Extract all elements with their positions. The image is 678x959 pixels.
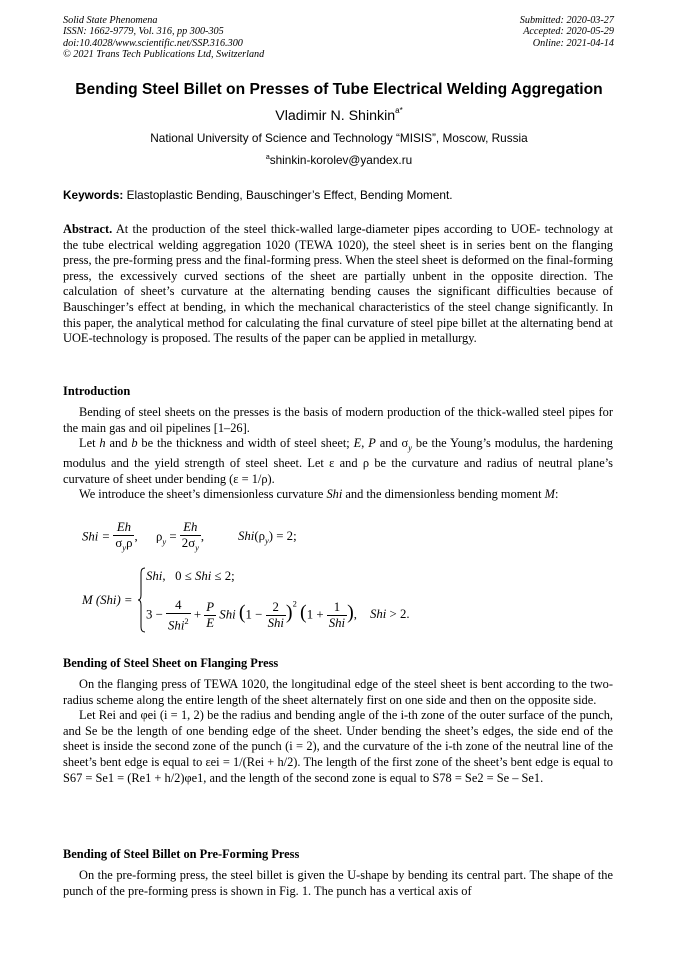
equation-shi-rho-y: $Shi(\rho_y) = 2$; xyxy=(238,529,297,546)
flanging-body xyxy=(63,677,613,786)
intro-paragraph-1: Bending of steel sheets on the presses is the basis of modern production of the thick-walled steel pipes for the main gas and oil pipelines [1–26]. xyxy=(63,405,613,435)
affiliation: National University of Science and Technology “MISIS”, Moscow, Russia xyxy=(150,131,528,145)
intro-paragraph-3: We introduce the sheet’s dimensionless curvature Shi and the dimensionless bending moment M: xyxy=(79,487,559,502)
equation-case-2-condition: Shi > 2. xyxy=(370,607,410,621)
issn-line: ISSN: 1662-9779, Vol. 316, pp 300-305 xyxy=(63,26,224,38)
section-heading-preforming: Bending of Steel Billet on Pre-Forming Press xyxy=(63,847,300,861)
journal-info xyxy=(63,15,264,61)
equation-rho-y: $\rho_y$ = $\frac{Eh}{2\sigma_y}$ , xyxy=(156,520,205,553)
flanging-paragraph-1: On the flanging press of TEWA 1020, the longitudinal edge of the steel sheet is bent according to the two-radius scheme along the entire length of the sheet alternately first on one side and then on the opposite side. xyxy=(63,677,613,707)
intro-paragraph-2: Let h and b be the thickness and width of steel sheet; E, P and $\sigma_y$ be the Young’s modulus, the hardening modulus and the yield strength of steel sheet. Let ε and ρ be the curvature and radius of neutral plane’s curvature of sheet under bending (ε = 1/ρ). xyxy=(63,436,614,486)
author-line xyxy=(0,106,678,124)
keywords-text: Elastoplastic Bending, Bauschinger’s Effect, Bending Moment. xyxy=(126,188,453,202)
equation-case-1: Shi, 0 ≤ Shi ≤ 2; xyxy=(146,569,235,583)
dates-info xyxy=(520,15,614,49)
cases-brace xyxy=(138,567,145,633)
copyright-line: © 2021 Trans Tech Publications Ltd, Switzerland xyxy=(63,49,265,61)
journal-name: Solid State Phenomena xyxy=(63,15,158,26)
section-heading-introduction: Introduction xyxy=(63,384,131,398)
flanging-paragraph-2: Let Rei and φei (i = 1, 2) be the radius and bending angle of the i-th zone of the outer surface of the punch, and Se be the length of one bending edge of the sheet. Under bending the sheet’s edges, the side end of the sheet is inside the second zone of the punch (i = 2), and the curvature of the i-th zone of the neutral line of the sheet’s bent edge is equal to εei = 1/(Rei + h/2). The length of the first zone of the sheet’s bent edge is equal to S67 = Se1 = (Re1 + h/2)φe1, and the length of the second zone is equal to S78 = Se2 = Se – Se1. xyxy=(63,708,613,785)
abstract xyxy=(63,222,613,347)
abstract-label: Abstract. xyxy=(63,222,113,236)
accepted-date: Accepted: 2020-05-29 xyxy=(523,26,614,38)
author-name: Vladimir N. Shinkin xyxy=(275,108,396,124)
doi-line: doi:10.4028/www.scientific.net/SSP.316.300 xyxy=(63,37,243,49)
preforming-paragraph-1: On the pre-forming press, the steel billet is given the U-shape by bending its central part. The shape of the punch of the pre-forming press is shown in Fig. 1. The punch has a vertical axis of xyxy=(63,868,613,898)
online-date: Online: 2021-04-14 xyxy=(532,37,614,49)
equation-moment-lhs: M (Shi) = xyxy=(82,593,133,607)
submitted-date: Submitted: 2020-03-27 xyxy=(519,15,614,26)
keywords-label: Keywords: xyxy=(63,188,124,202)
paper-title: Bending Steel Billet on Presses of Tube Electrical Welding Aggregation xyxy=(75,81,603,98)
abstract-text: Abstract. At the production of the steel thick-walled large-diameter pipes according to UOE- technology at the tube electrical welding aggregation 1020 (TEWA 1020), the steel sheet is in series bent on the flanging press, the pre-forming press and the final-forming press. When the steel sheet is deformed on the final-forming press, the excessively curved sections of the sheet are partially unbent in the opposite direction. The calculation of sheet’s curvature at the alternating bending causes the significant difficulties because of Bauschinger’s effect at bending, in which the mechanical characteristics of the steel change significantly. In this paper, the analytical method for calculating the final curvature of steel pipe billet at the alternating bend at UOE-technology is proposed. The results of the paper can be applied in metallurgy. xyxy=(63,222,613,346)
section-heading-flanging: Bending of Steel Sheet on Flanging Press xyxy=(63,656,279,670)
introduction-body xyxy=(63,405,613,503)
preforming-body xyxy=(63,868,613,899)
keywords xyxy=(63,188,453,202)
equation-case-2: 3 − $\frac{4}{Shi^2}$ + $\frac{P}{E}$ Shi (1 − $\frac{2}{\text{Shi}}$ )$^2$ (1 + $\frac{1}{\text{Shi}}$ ), xyxy=(146,598,357,633)
email-line xyxy=(0,153,678,167)
email-address: shinkin-korolev@yandex.ru xyxy=(269,153,413,167)
author-sup: a* xyxy=(395,106,403,115)
equation-shi: Shi = $\frac{Eh}{\sigma_y\rho}$ , xyxy=(82,520,138,553)
email-sup: a xyxy=(265,154,270,161)
